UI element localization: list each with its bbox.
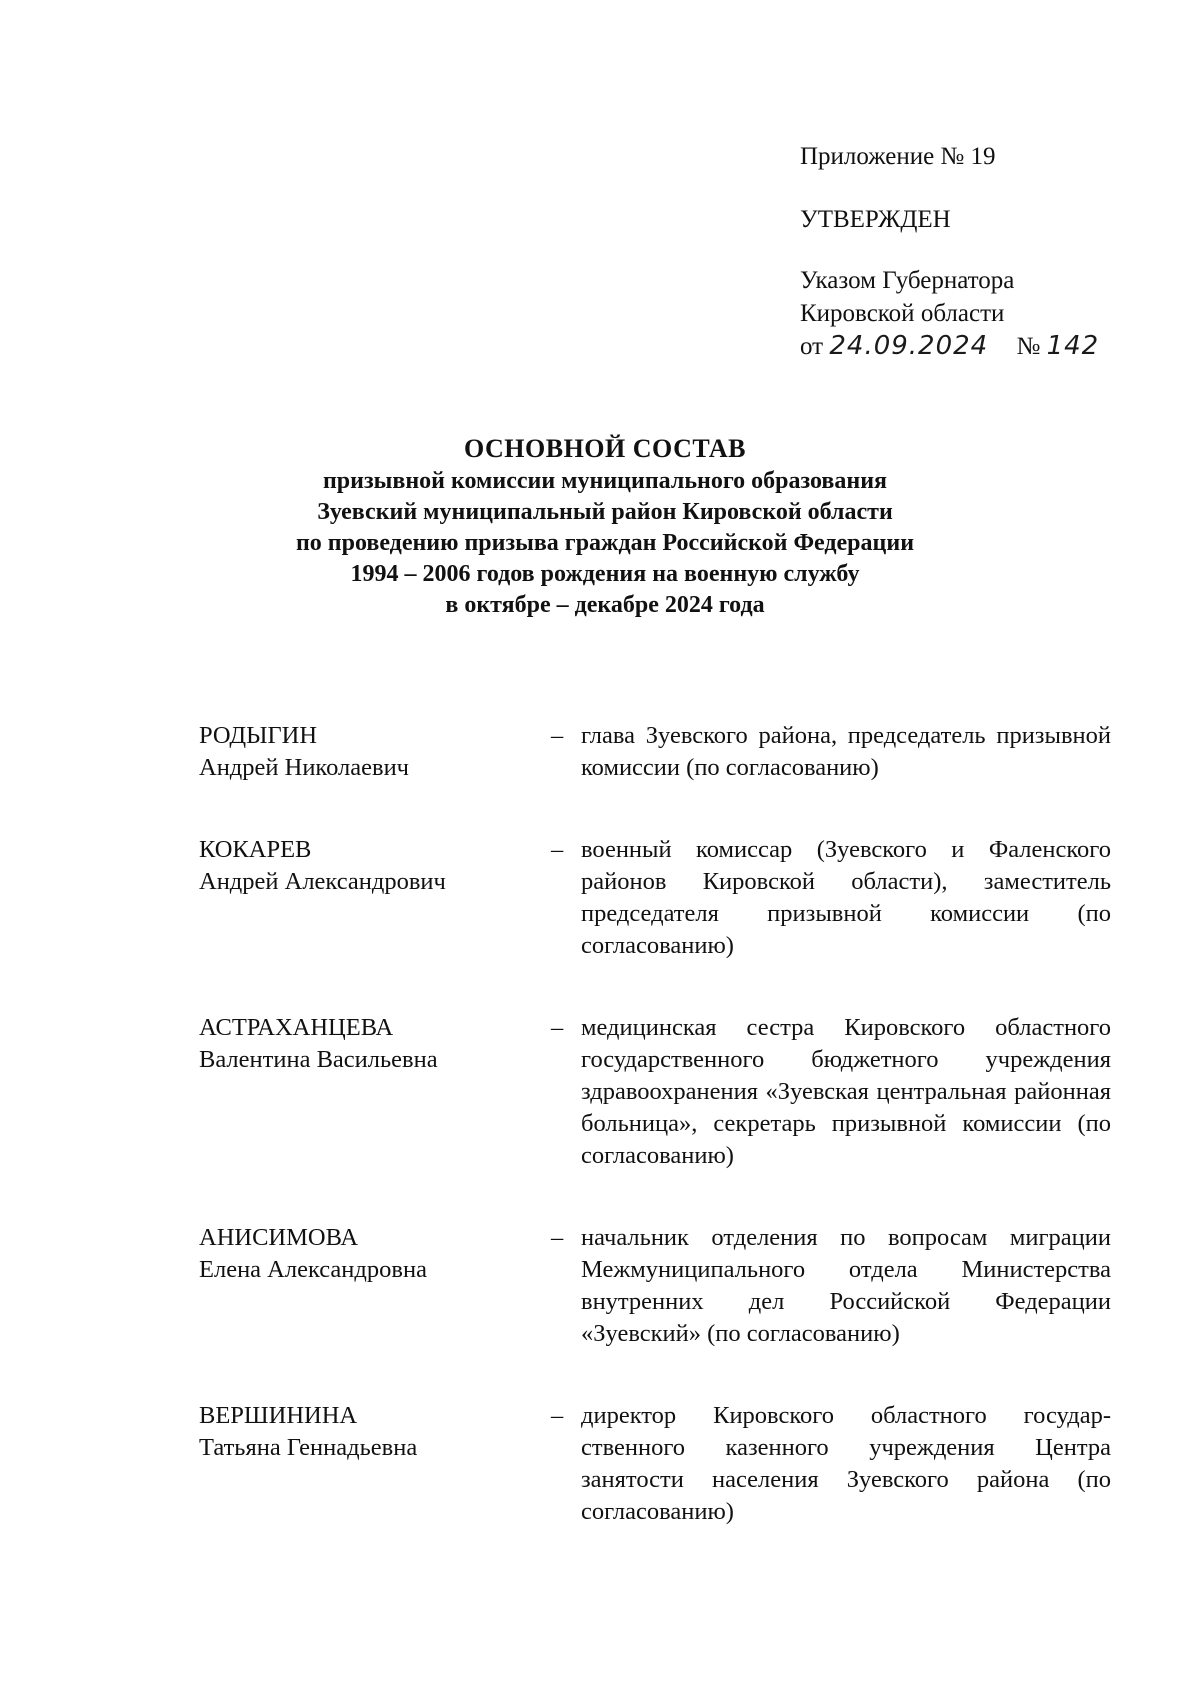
appendix-number: Приложение № 19 [800,143,996,170]
member-dash: – [551,1224,564,1251]
member-given-name: Валентина Васильевна [199,1046,438,1073]
member-name [199,1012,551,1172]
member-role: глава Зуевского района, председатель призывной комиссии (по согласованию) [581,722,1111,781]
member-name [199,1400,551,1528]
member-role: военный комиссар (Зуевского и Фаленского районов Кировской области), заместитель председателя призывной комиссии (по согласованию) [581,836,1111,959]
title-main: ОСНОВНОЙ СОСТАВ [463,434,747,463]
title-line: в октябре – декабре 2024 года [445,592,765,618]
member-surname: АСТРАХАНЦЕВА [199,1014,394,1041]
approved-label: УТВЕРЖДЕН [800,206,951,233]
member-given-name: Андрей Николаевич [199,754,409,781]
member-given-name: Татьяна Геннадьевна [199,1434,418,1461]
approved-by-line-2: Кировской области [800,300,1005,327]
member-role: медицинская сестра Кировского областного государственного бюджетного учреждения здравоохранения «Зуевская центральная районная больница», секретарь призывной комиссии (по согласованию) [581,1014,1111,1169]
member-surname: АНИСИМОВА [199,1224,359,1251]
member-dash: – [551,836,564,863]
number-label: № [1016,333,1041,360]
approved-by-line-1: Указом Губернатора [800,267,1015,294]
member-dash: – [551,722,564,749]
member-entry [199,834,1119,962]
member-surname: ВЕРШИНИНА [199,1402,358,1429]
document-title [150,432,1060,621]
decree-date-handwritten: 24.09.2024 [829,331,989,361]
title-line: по проведению призыва граждан Российской Федерации [295,530,915,556]
title-line: 1994 – 2006 годов рождения на военную службу [350,561,860,587]
member-dash: – [551,1402,564,1429]
members-list [199,720,1119,1528]
member-entry [199,720,1119,784]
member-given-name: Елена Александровна [199,1256,427,1283]
member-name [199,1222,551,1350]
member-entry [199,1012,1119,1172]
member-role: директор Кировского областного государственного казенного учреждения Центра занятости населения Зуевского района (по согласованию) [581,1402,1111,1525]
date-prefix: от [800,333,824,360]
member-name [199,720,551,784]
decree-number-handwritten: 142 [1046,331,1100,361]
member-entry [199,1400,1119,1528]
member-surname: КОКАРЕВ [199,836,312,863]
member-dash: – [551,1014,564,1041]
member-given-name: Андрей Александрович [199,868,446,895]
title-line: Зуевский муниципальный район Кировской области [317,499,893,525]
member-surname: РОДЫГИН [199,722,318,749]
decree-date-line [800,330,1160,363]
member-name [199,834,551,962]
approval-block [800,140,1160,363]
member-entry [199,1222,1119,1350]
title-line: призывной комиссии муниципального образования [322,468,888,494]
member-role: начальник отделения по вопросам миграции Межмуниципального отдела Министерства внутренних дел Российской Федерации «Зуевский» (по согласованию) [581,1224,1111,1347]
